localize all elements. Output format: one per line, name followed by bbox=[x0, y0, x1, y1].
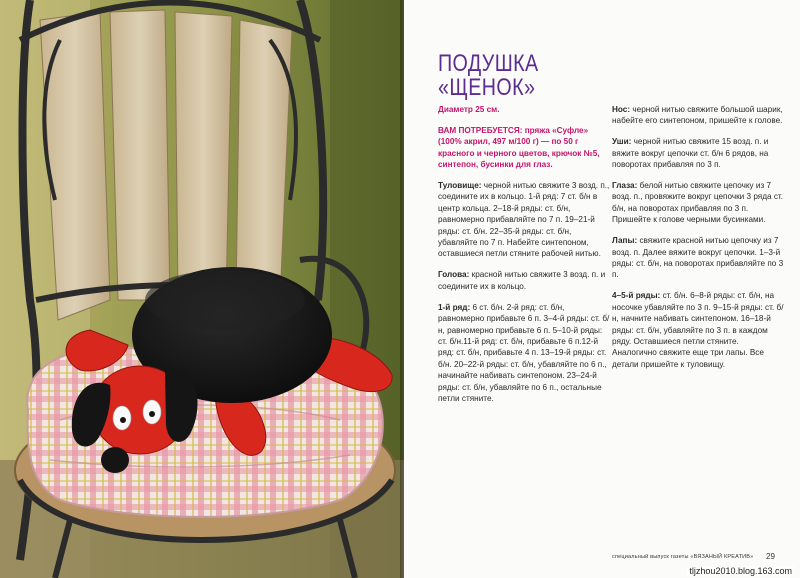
paws-rows-text: ст. б/н. 6–8-й ряды: ст. б/н, на носочке убавляйте по 3 п. 9–15-й ряды: ст. б/н, начните набивать синтепоном. 16–18-й ряды: ст. б/н, убавляйте по 3 п. в каждом ряду. Оставшиеся петли стяните. Аналогично свяжите еще три лапы. Все детали пришейте к туловищу. bbox=[612, 291, 784, 369]
blog-watermark: tljzhou2010.blog.163.com bbox=[689, 566, 792, 576]
rows-text: 6 ст. б/н. 2-й ряд: ст. б/н, равномерно прибавьте 6 п. 3–4-й ряды: ст. б/н, равномерно прибавьте 6 п. 5–10-й ряды: ст. б/н.11-й ряд: ст. б/н, прибавьте 6 п.12-й ряд: ст. б/н, прибавьте 4 п. 13–19-й ряды: ст. б/н. 20–22-й ряды: ст. б/н, убавляйте по 6 п., начинайте набивать синтепоном. 23–24-й ряды: ст. б/н, убавляйте по 6 п., остальные петли стяните. bbox=[438, 302, 610, 403]
body-paragraph bbox=[438, 180, 612, 260]
nose-paragraph bbox=[612, 104, 784, 127]
page-title bbox=[438, 52, 539, 100]
materials-text: ВАМ ПОТРЕБУЕТСЯ: пряжа «Суфле» (100% акрил, 497 м/100 г) — по 50 г красного и черного цветов, крючок №5, синтепон, бусинки для глаз. bbox=[438, 125, 600, 170]
nose-text: черной нитью свяжите большой шарик, набейте его синтепоном, пришейте к голове. bbox=[612, 105, 783, 126]
publication-footer: специальный выпуск газеты «ВЯЗАНЫЙ КРЕАТИВ» bbox=[612, 554, 754, 560]
ears-text: черной нитью свяжите 15 возд. п. и вяжите вокруг цепочки ст. б/н 6 рядов, на поворотах прибавляя по 3 п. bbox=[612, 137, 769, 170]
head-label: Голова: bbox=[438, 270, 470, 280]
body-text: черной нитью свяжите 3 возд. п., соедините их в кольцо. 1-й ряд: 7 ст. б/н в центр кольца. 2–18-й ряды: ст. б/н, равномерно прибавляйте по 7 п. 19–21-й ряды: ст. б/н. 22–35-й ряды: ст. б/н, убавляйте по 7 п. Набейте синтепоном, оставшиеся петли стяните рабочей нитью. bbox=[438, 181, 610, 259]
instructions-page bbox=[404, 0, 800, 578]
body-label: Туловище: bbox=[438, 181, 482, 191]
eyes-paragraph bbox=[612, 180, 784, 226]
left-text-column bbox=[438, 104, 612, 414]
title-line-2: «ЩЕНОК» bbox=[438, 74, 536, 101]
rows-paragraph bbox=[438, 302, 612, 405]
paws-text: свяжите красной нитью цепочку из 7 возд. п. Далее вяжите вокруг цепочки. 1–3-й ряды: ст. б/н, на поворотах прибавляйте по 3 п. bbox=[612, 236, 784, 280]
paws-rows-label: 4–5-й ряды: bbox=[612, 291, 661, 301]
ears-paragraph bbox=[612, 136, 784, 170]
paws-rows-paragraph bbox=[612, 290, 784, 370]
head-text: красной нитью свяжите 3 возд. п. и соедините их в кольцо. bbox=[438, 270, 606, 291]
eyes-label: Глаза: bbox=[612, 181, 638, 191]
ears-label: Уши: bbox=[612, 137, 632, 147]
right-text-column bbox=[612, 104, 784, 380]
eyes-text: белой нитью свяжите цепочку из 7 возд. п., провяжите вокруг цепочки 3 ряда ст. б/н, на поворотах прибавляя по 3 п. Пришейте к голове черными бусинками. bbox=[612, 181, 784, 225]
page-number: 29 bbox=[766, 552, 775, 561]
head-paragraph bbox=[438, 269, 612, 292]
title-line-1: ПОДУШКА bbox=[438, 50, 539, 77]
paws-paragraph bbox=[612, 235, 784, 281]
rows-label: 1-й ряд: bbox=[438, 302, 471, 312]
paws-label: Лапы: bbox=[612, 236, 638, 246]
diameter-text: Диаметр 25 см. bbox=[438, 105, 500, 114]
nose-label: Нос: bbox=[612, 105, 631, 114]
